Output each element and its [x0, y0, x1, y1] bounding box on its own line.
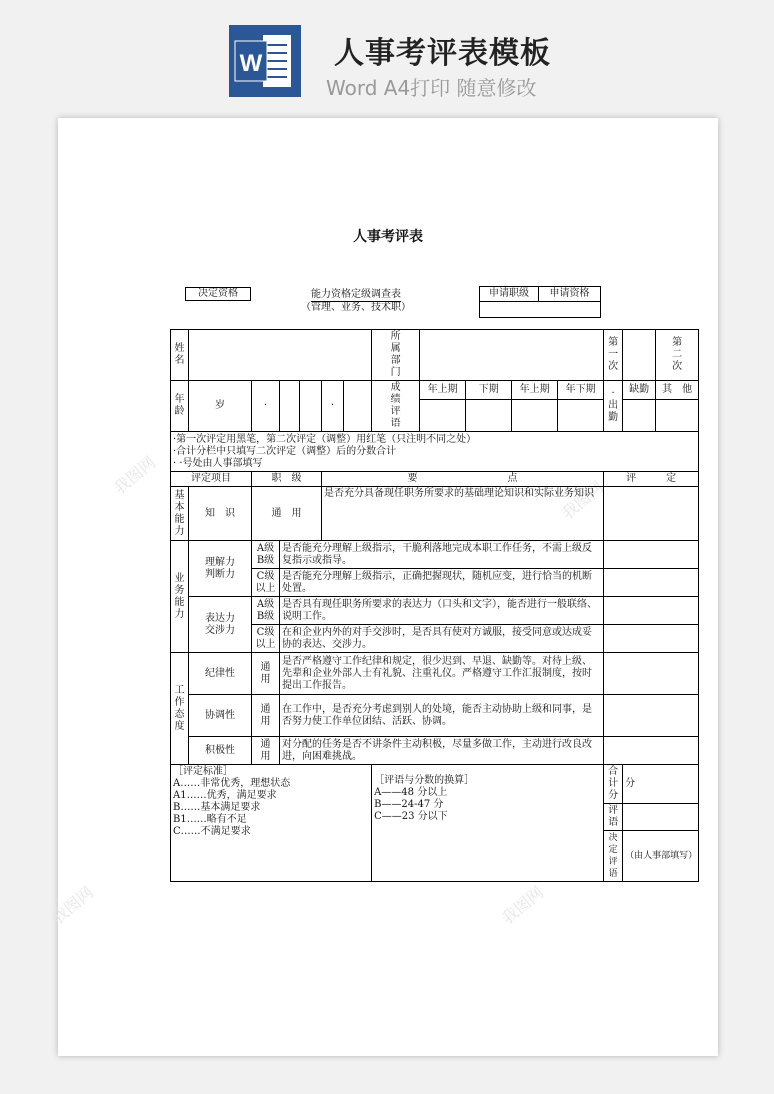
survey-subtitle: （管理、业务、技术职） — [301, 302, 411, 313]
year-first-1: 年上期 — [420, 381, 466, 400]
total-field[interactable]: 分 — [623, 765, 699, 804]
header-points: 要 点 — [322, 472, 604, 487]
document-page — [48, 118, 718, 1056]
note-line: · ·号处由人事部填写 — [173, 457, 263, 469]
department-field[interactable] — [420, 330, 604, 381]
evaluation-cell[interactable] — [604, 487, 699, 541]
standards-block — [171, 765, 372, 882]
work-attitude-label: 工 作 态 度 — [171, 653, 189, 765]
attendance-label: · 出 勤 — [604, 381, 623, 432]
note-line: ·合计分栏中只填写二次评定（调整）后的分数合计 — [173, 445, 397, 457]
evaluation-cell[interactable] — [604, 737, 699, 765]
general-label: 通 用 — [252, 487, 322, 541]
word-logo-icon — [229, 25, 301, 97]
evaluation-cell[interactable] — [604, 695, 699, 737]
evaluation-cell[interactable] — [604, 569, 699, 597]
watermark: 我图网 — [558, 477, 608, 523]
initiative-label: 积极性 — [189, 737, 252, 765]
apply-qualification-label: 申请资格 — [539, 287, 600, 302]
note-line: ·第一次评定用黑笔，第二次评定（调整）用红笔（只注明不同之处） — [173, 433, 477, 445]
document-title: 人事考评表 — [353, 229, 423, 245]
second-label: 第 二 次 — [656, 330, 699, 381]
comment-label: 评 语 — [604, 804, 623, 831]
age-field[interactable]: 岁 — [189, 381, 252, 432]
coordination-label: 协调性 — [189, 695, 252, 737]
watermark: 我图网 — [48, 882, 98, 928]
standards-title: ［评定标准］ — [173, 766, 233, 777]
first-label: 第 一 次 — [604, 330, 623, 381]
survey-heading — [290, 289, 422, 314]
understanding-label: 理解力 判断力 — [189, 541, 252, 597]
dot-marker: · — [322, 381, 344, 432]
watermark: 我图网 — [110, 452, 160, 498]
standard-item: B1……略有不足 — [173, 814, 247, 825]
general-label: 通 用 — [252, 695, 280, 737]
notes — [171, 432, 699, 472]
first-field[interactable] — [623, 330, 656, 381]
score-cell[interactable] — [466, 399, 512, 431]
general-label: 通 用 — [252, 653, 280, 695]
page-title: 人事考评表模板 — [334, 36, 551, 71]
basic-ability-label: 基 本 能 力 — [171, 487, 189, 541]
blank-cell — [300, 381, 322, 432]
blank-cell — [344, 381, 372, 432]
standard-item: A1……优秀，满足要求 — [173, 790, 277, 801]
logo-letter: W — [239, 50, 263, 77]
decided-qualification-box: 决定资格 — [185, 287, 251, 301]
dot-marker: · — [252, 381, 280, 432]
standard-item: B……基本满足要求 — [173, 802, 261, 813]
level-ab-label: A级 B级 — [252, 541, 280, 569]
score-cell[interactable] — [512, 399, 558, 431]
absence-field[interactable] — [623, 399, 656, 431]
score-cell[interactable] — [558, 399, 604, 431]
business-ability-label: 业 务 能 力 — [171, 541, 189, 653]
year-first-2: 年上期 — [512, 381, 558, 400]
evaluation-cell[interactable] — [604, 597, 699, 625]
header-level: 职 级 — [252, 472, 322, 487]
conversion-item: A——48 分以上 — [374, 787, 448, 798]
expression-label: 表达力 交涉力 — [189, 597, 252, 653]
page-subtitle: Word A4打印 随意修改 — [326, 76, 537, 100]
conversion-item: C——23 分以下 — [374, 811, 448, 822]
year-second-2: 年下期 — [558, 381, 604, 400]
blank-cell — [280, 381, 300, 432]
evaluation-cell[interactable] — [604, 625, 699, 653]
level-c-label: C级 以上 — [252, 569, 280, 597]
standard-item: A……非常优秀，理想状态 — [173, 778, 291, 789]
evaluation-table — [170, 329, 699, 882]
year-second-1: 下期 — [466, 381, 512, 400]
performance-label: 成 绩 评 语 — [372, 381, 420, 432]
other-label: 其 他 — [656, 381, 699, 400]
department-label: 所 属 部 门 — [372, 330, 420, 381]
score-cell[interactable] — [420, 399, 466, 431]
understanding-ab-text: 是否能充分理解上级指示，干脆利落地完成本职工作任务，不需上级反复指示或指导。 — [280, 541, 604, 569]
apply-level-label: 申请职级 — [480, 287, 539, 302]
name-field[interactable] — [189, 330, 372, 381]
expression-c-text: 在和企业内外的对手交涉时，是否具有使对方诚服，接受同意或达成妥协的表达、交涉力。 — [280, 625, 604, 653]
conversion-item: B——24-47 分 — [374, 799, 444, 810]
understanding-c-text: 是否能充分理解上级指示，正确把握现状，随机应变，进行恰当的机断处置。 — [280, 569, 604, 597]
decision-note: （由人事部填写） — [623, 831, 699, 882]
conversion-title: ［评语与分数的换算］ — [374, 775, 475, 786]
watermark: 我图网 — [498, 882, 548, 928]
discipline-label: 纪律性 — [189, 653, 252, 695]
knowledge-label: 知 识 — [189, 487, 252, 541]
expression-ab-text: 是否具有现任职务所要求的表达力（口头和文字），能否进行一般联络、说明工作。 — [280, 597, 604, 625]
name-label: 姓 名 — [171, 330, 189, 381]
general-label: 通 用 — [252, 737, 280, 765]
evaluation-cell[interactable] — [604, 541, 699, 569]
level-c-label: C级 以上 — [252, 625, 280, 653]
initiative-text: 对分配的任务是否不讲条件主动积极，尽量多做工作，主动进行改良改进，向困难挑战。 — [280, 737, 604, 765]
absence-label: 缺勤 — [623, 381, 656, 400]
evaluation-cell[interactable] — [604, 653, 699, 695]
knowledge-text: 是否充分具备现任职务所要求的基础理论知识和实际业务知识 — [322, 487, 604, 541]
standard-item: C……不满足要求 — [173, 826, 251, 837]
coordination-text: 在工作中，是否充分考虑到别人的处境，能否主动协助上级和同事，是否努力使工作单位团结、活跃、协调。 — [280, 695, 604, 737]
apply-box — [479, 286, 601, 318]
discipline-text: 是否严格遵守工作纪律和规定，很少迟到、早退、缺勤等。对待上级、先辈和企业外部人士有礼貌、注重礼仪。严格遵守工作汇报制度，按时提出工作报告。 — [280, 653, 604, 695]
header-evaluation: 评 定 — [604, 472, 699, 487]
survey-title: 能力资格定级调查表 — [311, 289, 401, 300]
comment-field[interactable] — [623, 804, 699, 831]
total-label: 合 计 分 — [604, 765, 623, 804]
level-ab-label: A级 B级 — [252, 597, 280, 625]
decision-label: 决定 评语 — [604, 831, 623, 882]
header-item: 评定项目 — [171, 472, 252, 487]
other-field[interactable] — [656, 399, 699, 431]
age-label: 年 龄 — [171, 381, 189, 432]
conversion-block — [372, 765, 604, 882]
